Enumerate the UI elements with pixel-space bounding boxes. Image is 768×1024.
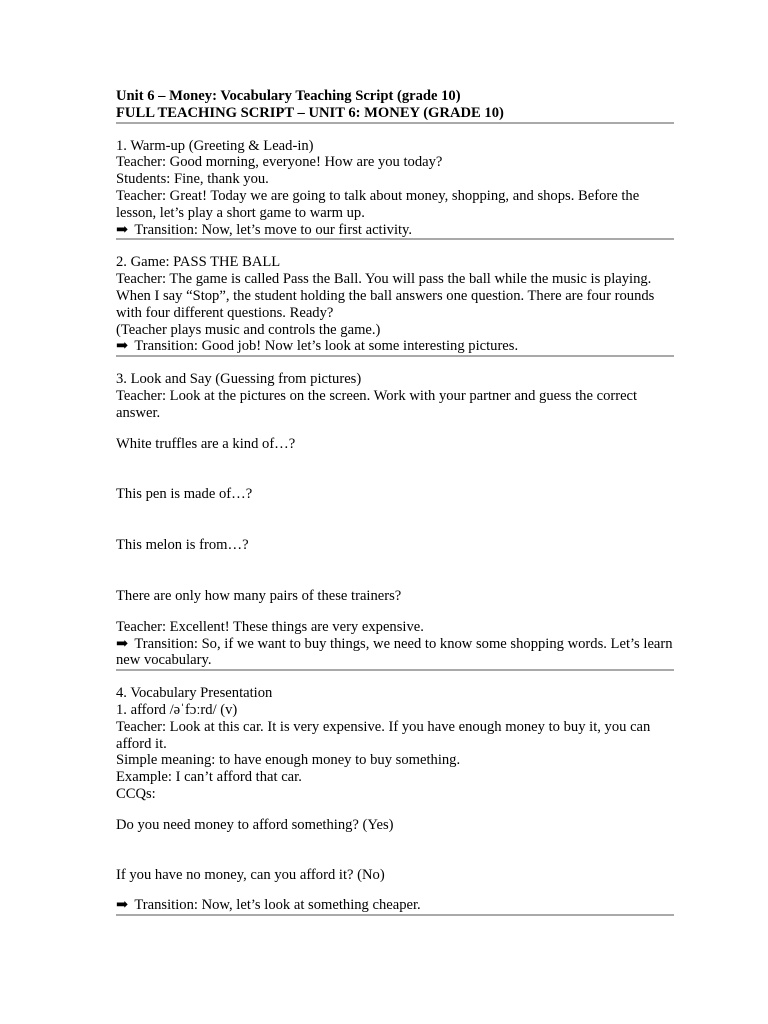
arrow-right-icon: ➡ [116,221,129,238]
vocab-meaning: Simple meaning: to have enough money to buy something. [116,752,461,769]
vocab-ccqs-label: CCQs: [116,785,156,802]
document-page [116,88,674,916]
vocab-word: 1. afford /əˈfɔːrd/ (v) [116,701,238,718]
warmup-students-line: Students: Fine, thank you. [116,171,269,188]
look-say-transition [116,636,674,670]
warmup-teacher-line: Teacher: Good morning, everyone! How are you today? [116,154,443,171]
look-say-teacher-line-2: Teacher: Excellent! These things are very expensive. [116,618,424,635]
look-say-teacher-line: Teacher: Look at the pictures on the screen. Work with your partner and guess the correct answer. [116,387,638,421]
look-say-question-1: White truffles are a kind of…? [116,435,296,452]
section-heading-warmup: 1. Warm-up (Greeting & Lead-in) [116,137,314,154]
warmup-transition [116,222,674,239]
transition-text: Transition: Now, let’s look at something cheaper. [134,897,421,914]
section-heading-game: 2. Game: PASS THE BALL [116,254,281,271]
transition-text: Transition: Good job! Now let’s look at some interesting pictures. [134,338,519,355]
vocab-ccq-2: If you have no money, can you afford it? (No) [116,866,385,883]
document-title: Unit 6 – Money: Vocabulary Teaching Script (grade 10) [116,88,461,104]
section-heading-vocab: 4. Vocabulary Presentation [116,685,273,702]
look-say-question-3: This melon is from…? [116,537,249,554]
game-transition [116,338,674,355]
document-subtitle: FULL TEACHING SCRIPT – UNIT 6: MONEY (GRADE 10) [116,104,504,121]
game-stage-direction: (Teacher plays music and controls the game.) [116,321,381,338]
transition-text: Transition: So, if we want to buy things, we need to know some shopping words. Let’s learn new vocabulary. [116,635,673,669]
section-heading-look-say: 3. Look and Say (Guessing from pictures) [116,371,362,388]
transition-text: Transition: Now, let’s move to our first activity. [134,221,413,238]
look-say-question-4: There are only how many pairs of these trainers? [116,587,402,604]
vocab-ccq-1: Do you need money to afford something? (Yes) [116,816,394,833]
vocab-teacher-line: Teacher: Look at this car. It is very expensive. If you have enough money to buy it, you can afford it. [116,718,651,752]
vocab-transition [116,897,674,914]
section-divider [116,914,674,916]
look-say-question-2: This pen is made of…? [116,486,253,503]
arrow-right-icon: ➡ [116,635,129,652]
vocab-example: Example: I can’t afford that car. [116,769,302,786]
arrow-right-icon: ➡ [116,897,129,914]
game-teacher-line: Teacher: The game is called Pass the Ball. You will pass the ball while the music is playing. When I say “Stop”, the student holding the ball answers one question. There are four rounds with four different questions. Ready? [116,271,655,321]
arrow-right-icon: ➡ [116,338,129,355]
warmup-teacher-line-2: Teacher: Great! Today we are going to talk about money, shopping, and shops. Before the lesson, let’s play a short game to warm up. [116,187,640,221]
